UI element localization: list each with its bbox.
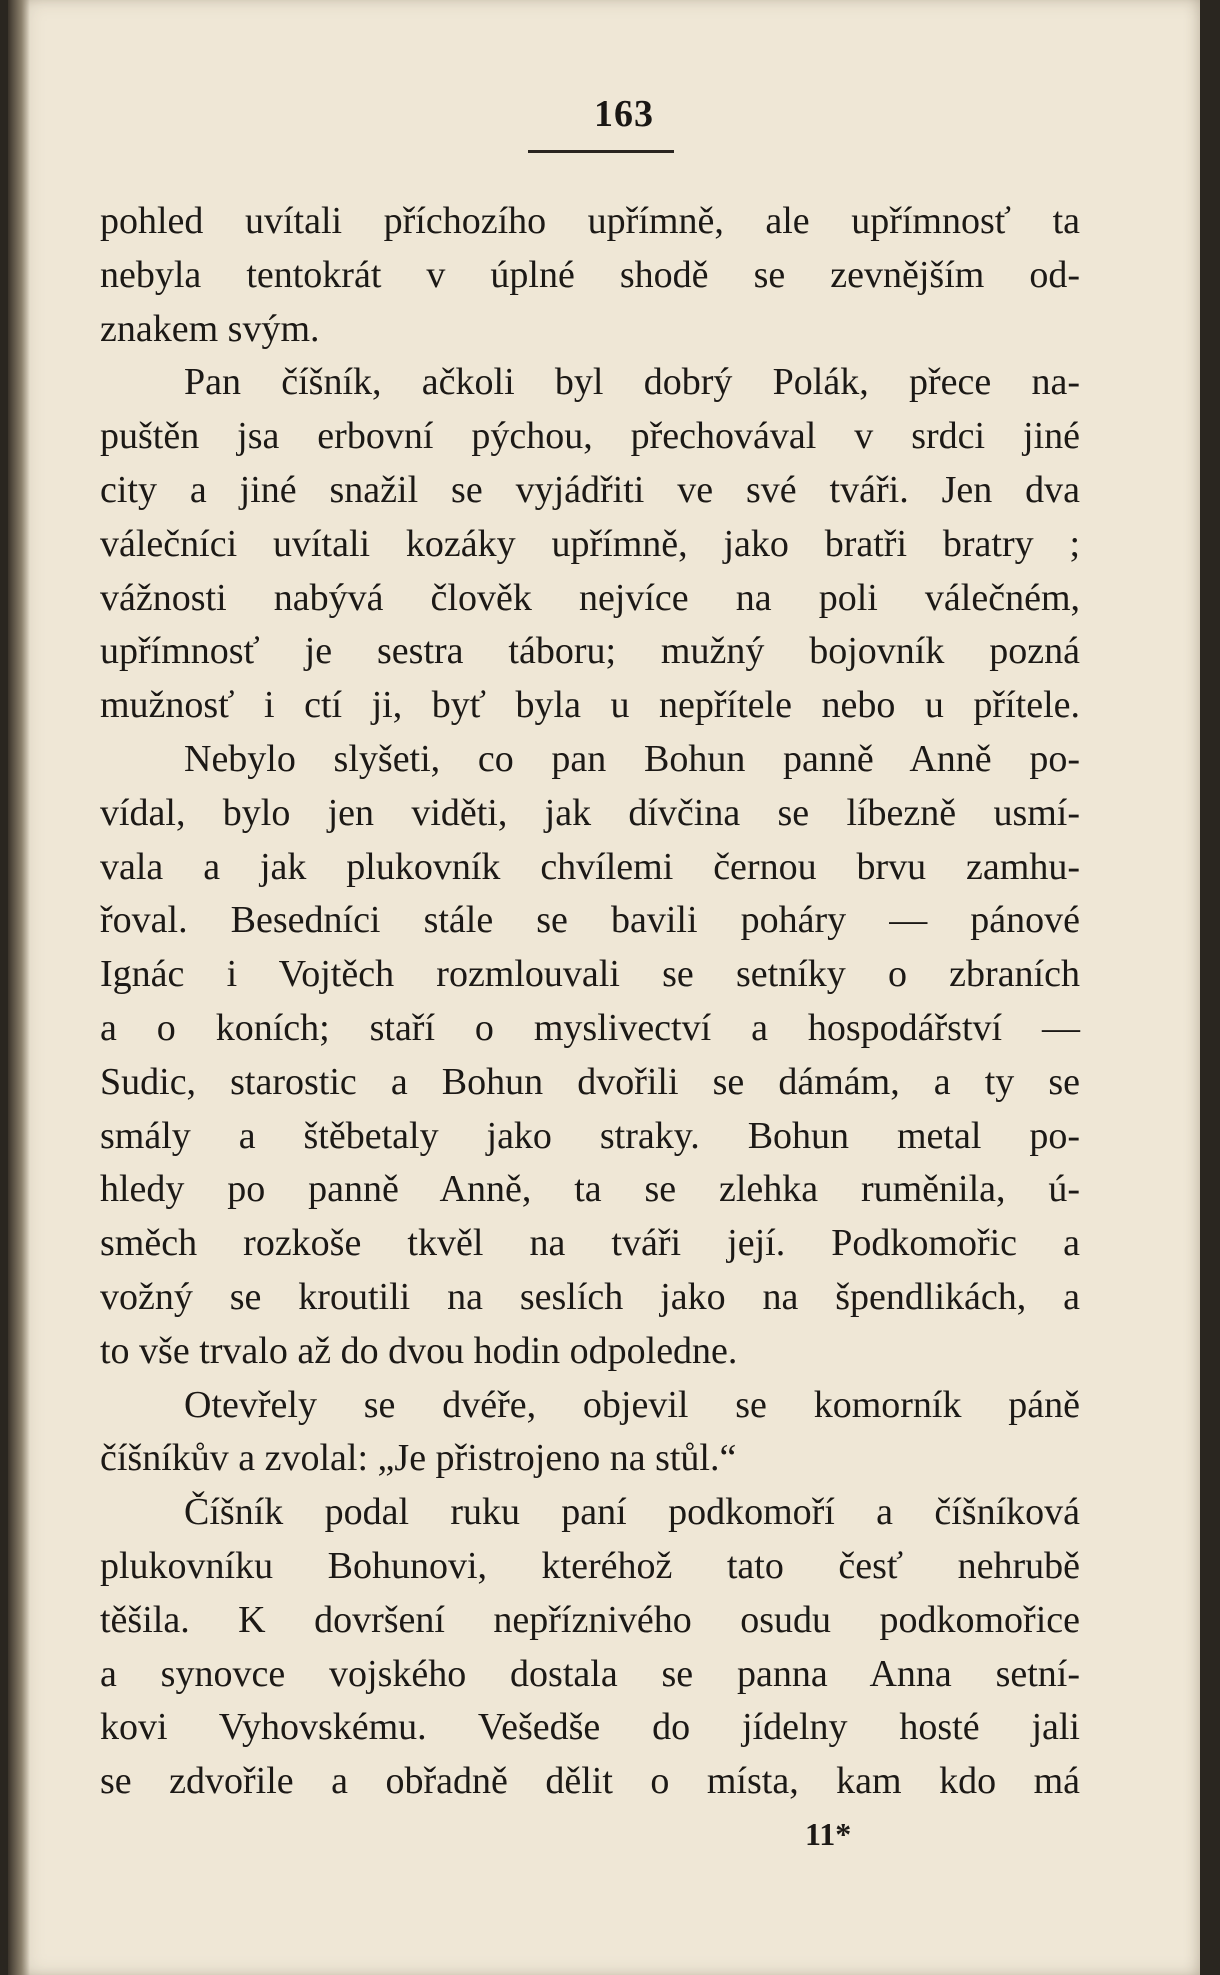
text-line: pohled uvítali příchozího upřímně, ale upřímnosť ta <box>100 200 1080 242</box>
text-line: Sudic, starostic a Bohun dvořili se dámám, a ty se <box>100 1060 1080 1103</box>
text-line: se zdvořile a obřadně dělit o místa, kam kdo má <box>100 1760 1080 1803</box>
signature-mark: 11* <box>805 1816 852 1852</box>
text-line: válečníci uvítali kozáky upřímně, jako bratři bratry ; <box>100 522 1080 565</box>
text-line: vážnosti nabývá člověk nejvíce na poli válečném, <box>100 576 1080 619</box>
text-line: vala a jak plukovník chvílemi černou brvu zamhu- <box>100 845 1080 888</box>
text-line: číšníkův a zvolal: „Je přistrojeno na stůl.“ <box>100 1437 737 1480</box>
text-line: vídal, bylo jen viděti, jak dívčina se líbezně usmí- <box>100 791 1080 834</box>
text-line: a o koních; staří o myslivectví a hospodářství — <box>100 1006 1080 1049</box>
text-body <box>100 195 1080 1809</box>
text-line: Ignác i Vojtěch rozmlouvali se setníky o zbraních <box>100 953 1080 996</box>
text-line: znakem svým. <box>100 307 320 350</box>
text-line: city a jiné snažil se vyjádřiti ve své tváři. Jen dva <box>100 468 1080 511</box>
text-line: hledy po panně Anně, ta se zlehka ruměnila, ú- <box>100 1168 1080 1211</box>
text-line: plukovníku Bohunovi, kteréhož tato česť nehrubě <box>100 1544 1080 1587</box>
page-number-rule <box>528 150 674 153</box>
text-line: Otevřely se dvéře, objevil se komorník páně <box>184 1383 1080 1426</box>
book-spine-shadow <box>8 0 30 1975</box>
text-line: těšila. K dovršení nepříznivého osudu podkomořice <box>100 1598 1080 1641</box>
text-line: vožný se kroutili na seslích jako na špendlikách, a <box>100 1275 1080 1318</box>
text-line: smály a štěbetaly jako straky. Bohun metal po- <box>100 1114 1080 1157</box>
text-line: to vše trvalo až do dvou hodin odpoledne. <box>100 1329 738 1372</box>
text-line: Číšník podal ruku paní podkomoří a číšníková <box>184 1491 1080 1534</box>
text-line: puštěn jsa erbovní pýchou, přechovával v srdci jiné <box>100 415 1080 458</box>
book-page <box>8 0 1200 1975</box>
text-line: řoval. Besedníci stále se bavili poháry — pánové <box>100 899 1080 942</box>
text-line: kovi Vyhovskému. Vešedše do jídelny hosté jali <box>100 1706 1080 1749</box>
text-line: směch rozkoše tkvěl na tváři její. Podkomořic a <box>100 1222 1080 1265</box>
text-line: Nebylo slyšeti, co pan Bohun panně Anně po- <box>184 737 1080 780</box>
page-number: 163 <box>594 93 654 135</box>
text-line: Pan číšník, ačkoli byl dobrý Polák, přece na- <box>184 361 1080 404</box>
text-line: mužnosť i ctí ji, byť byla u nepřítele nebo u přítele. <box>100 684 1080 727</box>
text-line: upřímnosť je sestra táboru; mužný bojovník pozná <box>100 630 1080 673</box>
text-line: a synovce vojského dostala se panna Anna setní- <box>100 1652 1080 1695</box>
text-line: nebyla tentokrát v úplné shodě se zevnějším od- <box>100 253 1080 296</box>
